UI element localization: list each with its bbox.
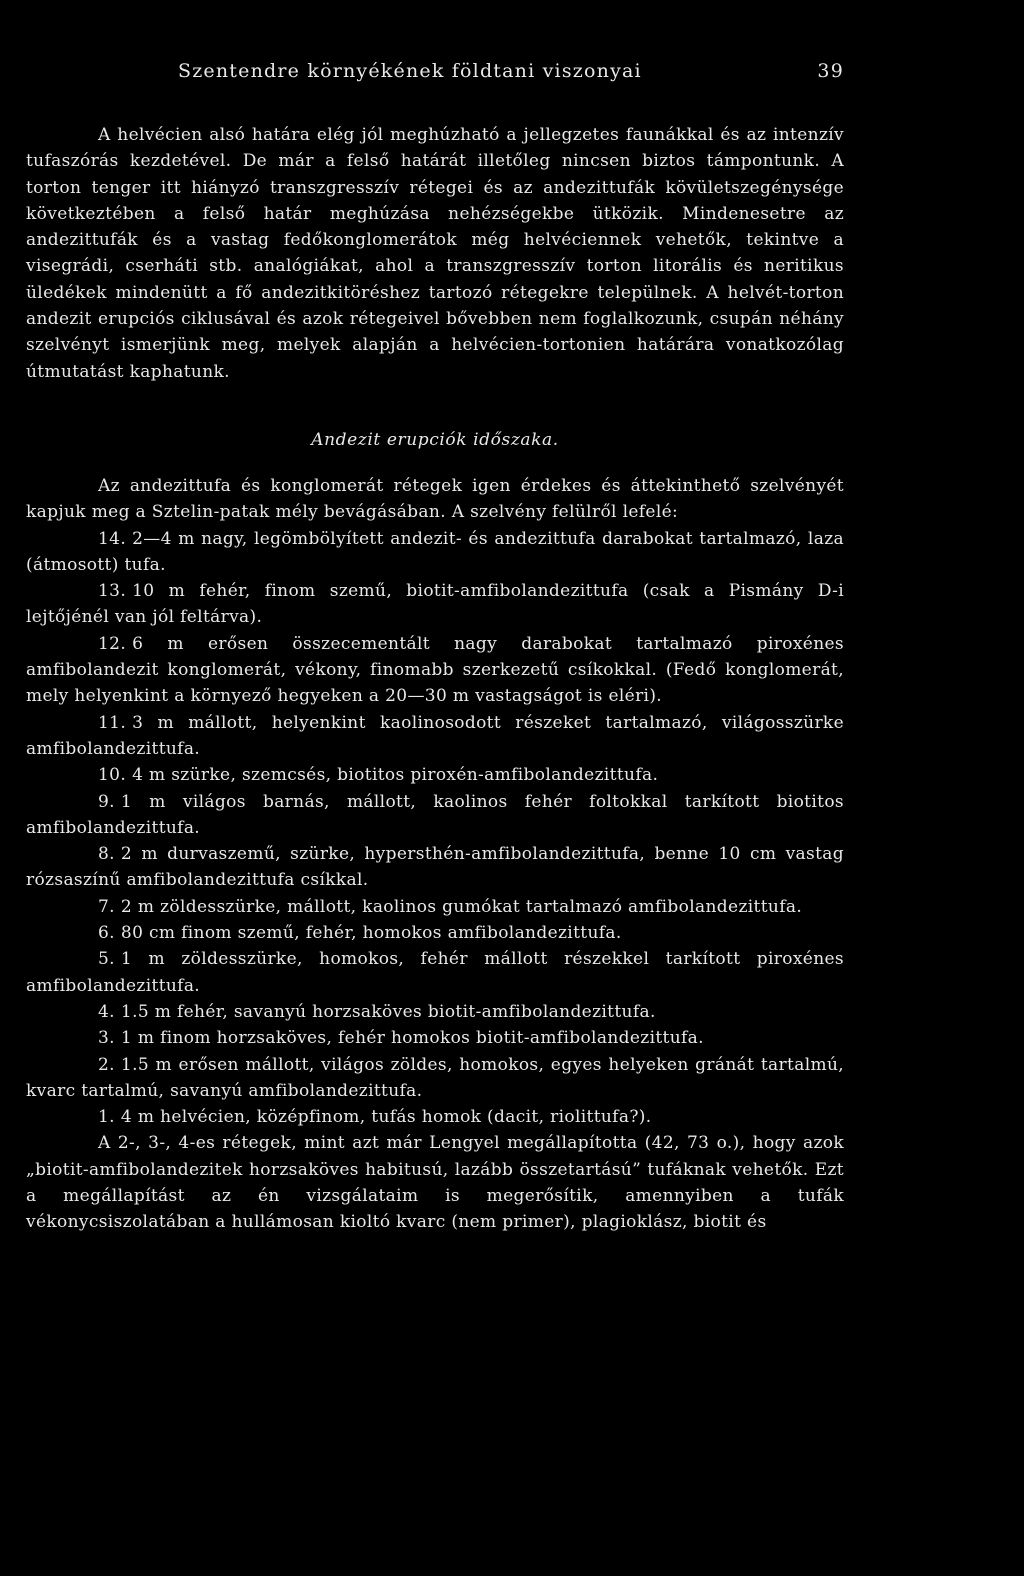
- layer-description: 1 m finom horzsaköves, fehér homokos biotit-amfibolandezittufa.: [120, 1028, 704, 1049]
- layer-item: [26, 1104, 844, 1130]
- layer-item: [26, 999, 844, 1025]
- layer-number: 3.: [98, 1028, 115, 1049]
- layer-number: 1.: [98, 1107, 115, 1128]
- layer-item: [26, 526, 844, 579]
- section-intro: Az andezittufa és konglomerát rétegek igen érdekes és áttekinthető szelvényét kapjuk meg a Sztelin-patak mély bevágásában. A szelvény felülről lefelé:: [26, 475, 844, 523]
- layer-number: 7.: [98, 896, 115, 917]
- page-number: 39: [817, 60, 844, 82]
- layer-description: 1.5 m fehér, savanyú horzsaköves biotit-amfibolandezittufa.: [120, 1001, 656, 1022]
- layer-description: 6 m erősen összecementált nagy darabokat tartalmazó piroxénes amfibolandezit konglomerát, vékony, finomabb szerkezetű csíkokkal. (Fedő konglomerát, mely helyenkint a környező hegyeken a 20—30 m vastagságot is eléri).: [26, 633, 844, 707]
- layer-item: [26, 631, 844, 710]
- layer-number: 8.: [98, 844, 115, 865]
- layer-number: 4.: [98, 1001, 115, 1022]
- layer-item: [26, 946, 844, 999]
- layer-item: [26, 762, 844, 788]
- closing-paragraph: A 2-, 3-, 4-es rétegek, mint azt már Lengyel megállapította (42, 73 o.), hogy azok „biotit-amfibolandezitek horzsaköves habitusú, lazább összetartású” tufáknak vehetők. Ezt a megállapítást az én vizsgálataim is megerősítik, amennyiben a tufák vékonycsiszolatában a hullámosan kioltó kvarc (nem primer), plagioklász, biotit és: [26, 1133, 844, 1233]
- paragraph: A helvécien alsó határa elég jól meghúzható a jellegzetes faunákkal és az intenzív tufaszórás kezdetével. De már a felső határát illetőleg nincsen biztos támpontunk. A torton tenger itt hiányzó transzgresszív rétegei és az andezittufák kövületszegénysége következtében a felső határ meghúzása nehézségekbe ütközik. Mindenesetre az andezittufák és a vastag fedőkonglomerátok még helvéciennek vehetők, tekintve a visegrádi, cserháti stb. analógiákat, ahol a transzgresszív torton litorális és neritikus üledékek mindenütt a fő andezitkitöréshez tartozó rétegekre települnek. A helvét-torton andezit erupciós ciklusával és azok rétegeivel bővebben nem foglalkozunk, csupán néhány szelvényt ismerjünk meg, melyek alapján a helvécien-tortonien határára vonatkozólag útmutatást kaphatunk.: [26, 125, 844, 382]
- running-head: [26, 60, 844, 90]
- layer-number: 6.: [98, 923, 115, 944]
- layer-item: [26, 710, 844, 763]
- layer-description: 80 cm finom szemű, fehér, homokos amfibolandezittufa.: [120, 923, 622, 944]
- layer-number: 12.: [98, 633, 127, 654]
- layer-number: 14.: [98, 528, 127, 549]
- section-heading: Andezit erupciók időszaka.: [311, 429, 559, 450]
- layer-number: 13.: [98, 581, 127, 602]
- layer-number: 9.: [98, 791, 115, 812]
- layer-description: 2 m durvaszemű, szürke, hypersthén-amfibolandezittufa, benne 10 cm vastag rózsaszínű amfibolandezittufa csíkkal.: [26, 844, 844, 891]
- layer-description: 4 m szürke, szemcsés, biotitos piroxén-amfibolandezittufa.: [132, 765, 659, 786]
- layer-description: 1.5 m erősen mállott, világos zöldes, homokos, egyes helyeken gránát tartalmú, kvarc tartalmú, savanyú amfibolandezittufa.: [26, 1054, 844, 1101]
- layer-description: 2—4 m nagy, legömbölyített andezit- és andezittufa darabokat tartalmazó, laza (átmosott) tufa.: [26, 528, 844, 575]
- layer-number: 5.: [98, 949, 115, 970]
- layer-description: 1 m zöldesszürke, homokos, fehér mállott részekkel tarkított piroxénes amfibolandezittufa.: [26, 949, 844, 996]
- layer-description: 4 m helvécien, középfinom, tufás homok (dacit, riolittufa?).: [120, 1107, 652, 1128]
- layer-item: [26, 920, 844, 946]
- layer-description: 3 m mállott, helyenkint kaolinosodott részeket tartalmazó, világosszürke amfibolandezittufa.: [26, 712, 844, 759]
- layer-item: [26, 1025, 844, 1051]
- layer-list: [26, 526, 844, 1131]
- running-title: Szentendre környékének földtani viszonyai: [178, 60, 642, 82]
- layer-item: [26, 841, 844, 894]
- layer-item: [26, 894, 844, 920]
- layer-description: 1 m világos barnás, mállott, kaolinos fehér foltokkal tarkított biotitos amfibolandezittufa.: [26, 791, 844, 838]
- layer-description: 2 m zöldesszürke, mállott, kaolinos gumókat tartalmazó amfibolandezittufa.: [120, 896, 803, 917]
- body-text: [26, 122, 844, 1236]
- layer-description: 10 m fehér, finom szemű, biotit-amfibolandezittufa (csak a Pismány D-i lejtőjénél van jól feltárva).: [26, 581, 844, 628]
- layer-number: 11.: [98, 712, 127, 733]
- layer-number: 10.: [98, 765, 127, 786]
- layer-item: [26, 789, 844, 842]
- layer-item: [26, 578, 844, 631]
- layer-item: [26, 1052, 844, 1105]
- layer-number: 2.: [98, 1054, 115, 1075]
